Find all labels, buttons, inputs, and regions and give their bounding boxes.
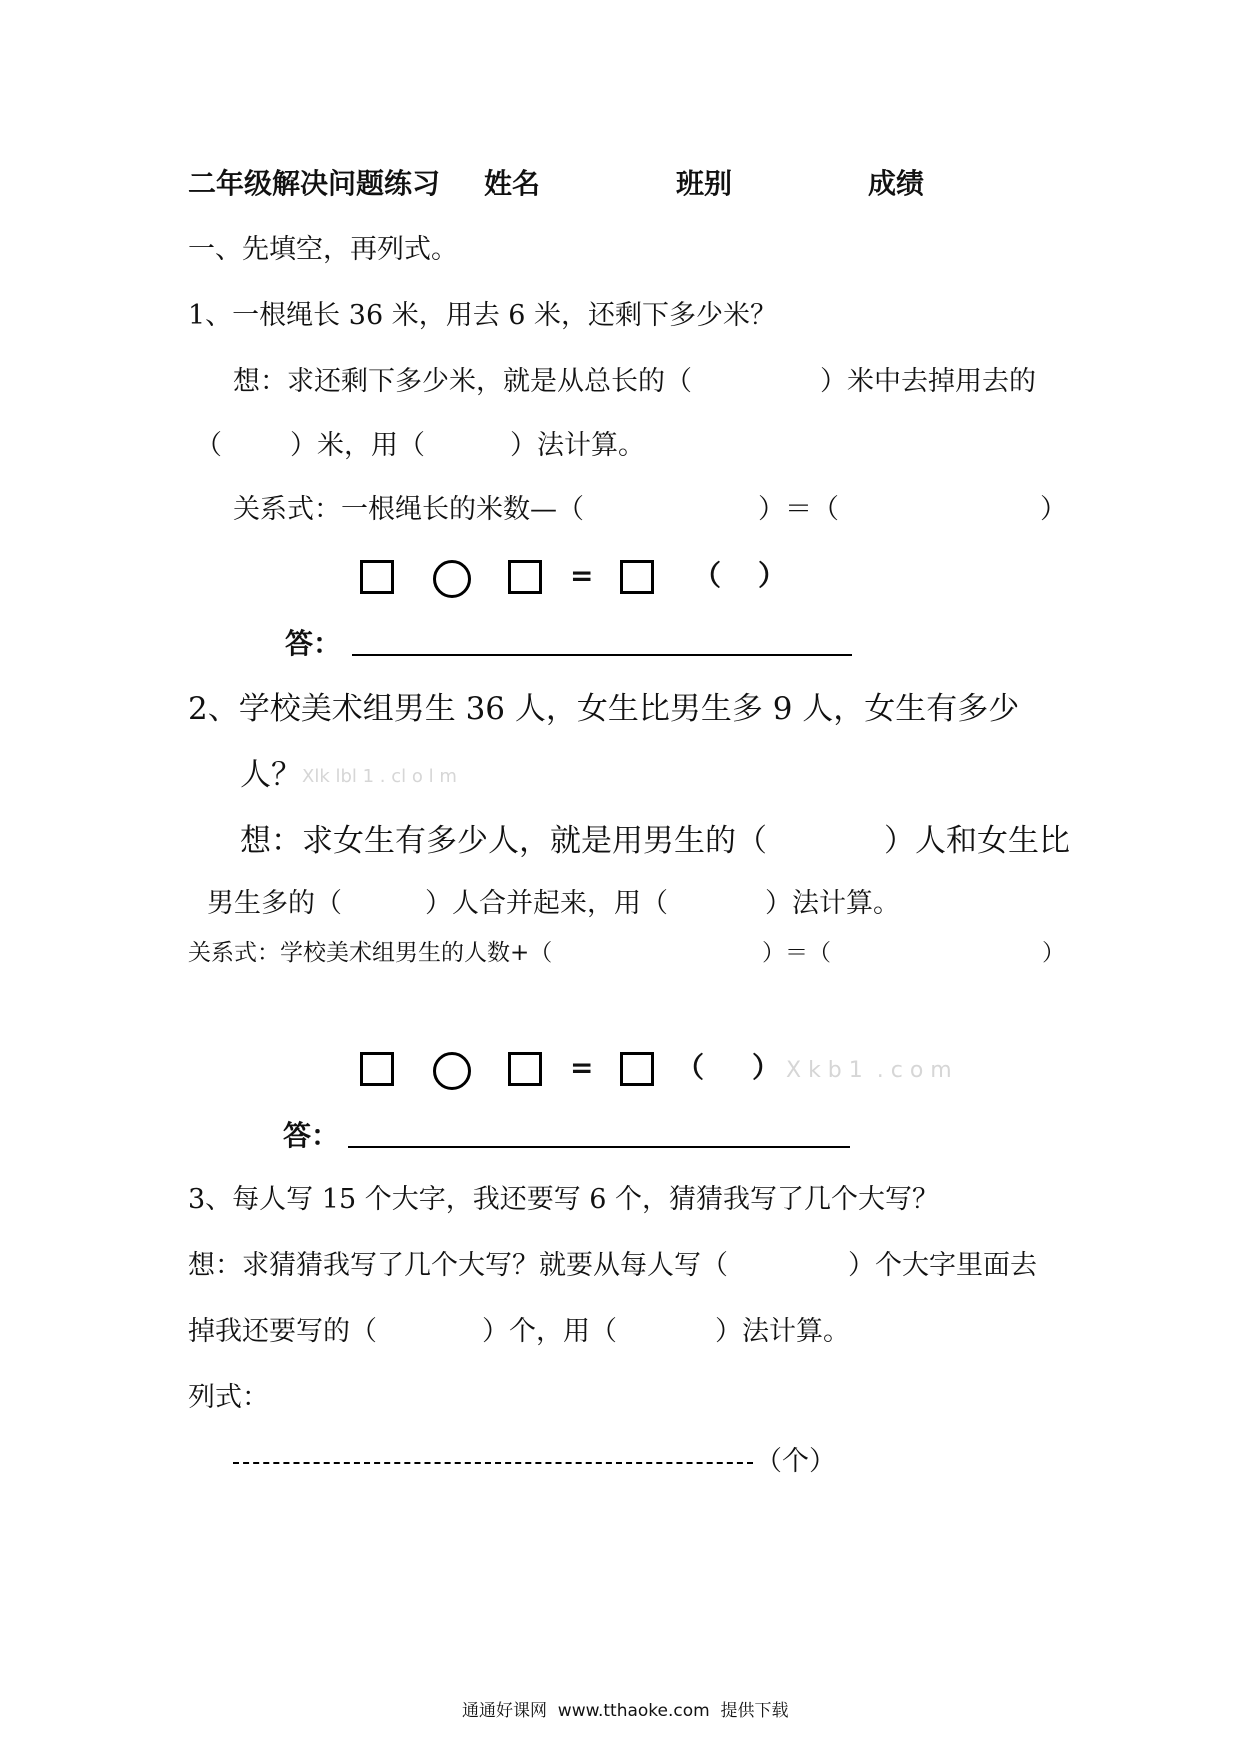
q2-think-line2-c: ）法计算。 (765, 888, 900, 919)
q2-relation-a: 关系式：学校美术组男生的人数+（ (188, 940, 553, 966)
q2-operand-box-2[interactable] (508, 1052, 542, 1086)
score-label: 成绩 (868, 167, 925, 200)
q2-relation-c: ） (1042, 940, 1065, 966)
q3-think-line2-c: ）法计算。 (715, 1316, 850, 1347)
footer-text: 通通好课网 www.tthaoke.com 提供下载 (462, 1701, 789, 1721)
q2-think-line2-b: ）人合并起来，用（ (425, 888, 668, 919)
q1-relation-c: ） (1040, 494, 1067, 525)
q1-relation-b: ）＝（ (758, 494, 839, 525)
q2-relation-b: ）＝（ (762, 940, 831, 966)
q2-operator-circle[interactable] (433, 1052, 471, 1090)
q3-think-line1-b: ）个大字里面去 (848, 1250, 1037, 1281)
watermark-2: X k b 1 . c o m (786, 1058, 952, 1083)
q3-question: 3、每人写 15 个大字，我还要写 6 个，猜猜我写了几个大写？ (188, 1184, 940, 1215)
q1-unit-paren-close: ） (758, 559, 787, 592)
q3-think-line2-a: 掉我还要写的（ (188, 1316, 377, 1347)
q2-unit-paren-open: （ (676, 1051, 705, 1084)
watermark-1: Xlk lbl 1 . cl o l m (302, 766, 457, 787)
q1-think-line1-a: 想：求还剩下多少米，就是从总长的（ (233, 366, 692, 397)
class-label: 班别 (676, 167, 733, 200)
q3-think-line1-a: 想：求猜猜我写了几个大写？就要从每人写（ (188, 1250, 728, 1281)
q1-answer-label: 答： (285, 627, 342, 660)
q1-operand-box-2[interactable] (508, 560, 542, 594)
q2-think-line1-a: 想：求女生有多少人，就是用男生的（ (240, 823, 767, 859)
worksheet-title: 二年级解决问题练习 (188, 167, 441, 200)
q1-operand-box-1[interactable] (360, 560, 394, 594)
q2-answer-line[interactable] (348, 1146, 850, 1148)
q1-answer-line[interactable] (352, 654, 852, 656)
q2-question-line2: 人？ (240, 757, 302, 793)
q1-result-box[interactable] (620, 560, 654, 594)
q1-think-line1-b: ）米中去掉用去的 (820, 366, 1036, 397)
q3-think-line2-b: ）个，用（ (482, 1316, 617, 1347)
q1-think-line2-c: ）法计算。 (510, 430, 645, 461)
q1-operator-circle[interactable] (433, 560, 471, 598)
q2-think-line2-a: 男生多的（ (207, 888, 342, 919)
name-label: 姓名 (484, 167, 541, 200)
section-title: 一、先填空，再列式。 (188, 234, 458, 265)
q1-equals-sign: = (570, 559, 594, 592)
q2-unit-paren-close: ） (752, 1051, 781, 1084)
q2-answer-label: 答： (283, 1119, 340, 1152)
q1-question: 1、一根绳长 36 米，用去 6 米，还剩下多少米？ (188, 300, 778, 331)
q2-think-line1-b: ）人和女生比 (884, 823, 1070, 859)
q3-formula-label: 列式： (188, 1382, 269, 1413)
q2-equals-sign: = (570, 1051, 594, 1084)
q1-think-line2-b: ）米，用（ (290, 430, 425, 461)
q2-operand-box-1[interactable] (360, 1052, 394, 1086)
q3-formula-line[interactable] (233, 1462, 753, 1464)
q2-question-line1: 2、学校美术组男生 36 人，女生比男生多 9 人，女生有多少 (188, 691, 1020, 727)
q1-unit-paren-open: （ (693, 559, 722, 592)
q3-unit: （个） (755, 1446, 836, 1477)
q1-relation-a: 关系式：一根绳长的米数—（ (233, 494, 584, 525)
q2-result-box[interactable] (620, 1052, 654, 1086)
q1-think-line2-a: （ (195, 430, 222, 461)
